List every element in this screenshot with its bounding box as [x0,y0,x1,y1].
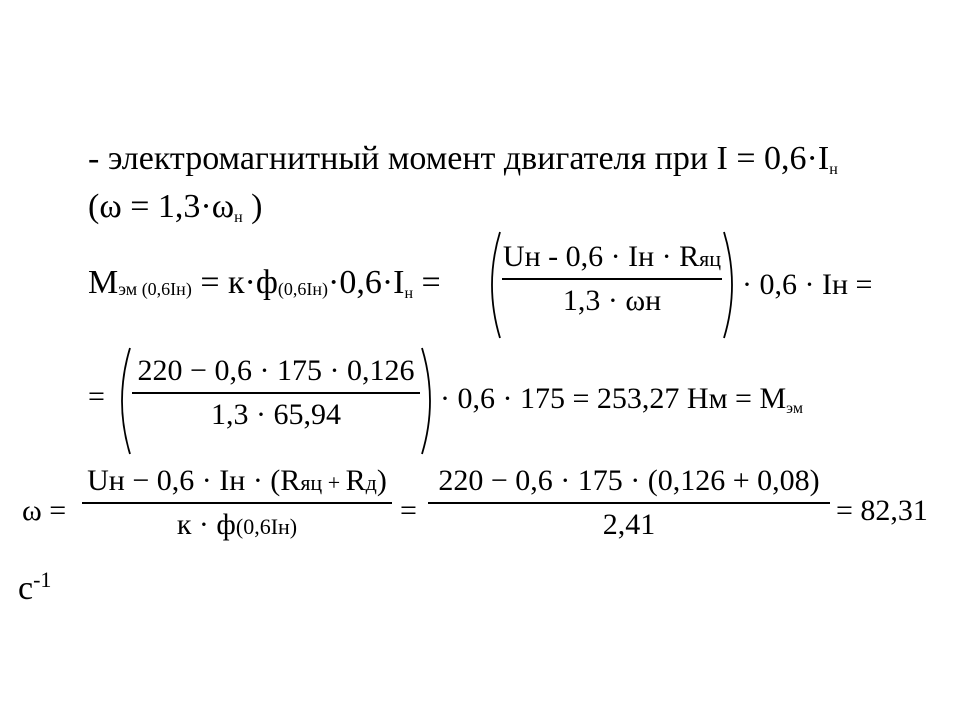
omega-denominator [176,507,298,541]
omega-num-plus: + [322,470,346,495]
omega-result: = 82,31 [836,494,928,527]
omega-numeric-fraction [426,466,832,540]
omega-num-sub1: яц [300,470,323,495]
current-subscript: н [404,285,414,302]
intro-subscript: н [829,161,838,178]
unit-base: с [18,570,34,607]
omega-num-sub2: д [365,470,377,495]
moment-symbol: M [88,264,119,301]
omega-num-b: R [345,464,366,497]
equals-sign-2: = [421,264,441,301]
moment-lhs [88,266,441,302]
moment-tail: · 0,6 · Iн = [742,268,873,301]
numeric-numerator: 220 − 0,6 · 175 · 0,126 [137,354,415,387]
fraction-bar [502,278,722,280]
omega-num-a: Uн − 0,6 · Iн · (R [87,464,301,497]
moment-subscript: эм (0,6Iн) [118,279,192,299]
kphi-subscript: (0,6Iн) [277,279,328,299]
left-paren-1 [482,230,502,340]
speed-condition-line [88,190,262,226]
speed-condition-post: ) [242,188,263,225]
omega-lhs: ω = [22,494,67,527]
fraction-bar-4 [428,502,830,504]
eq2-result: · 0,6 · 175 = 253,27 Нм = M [440,382,787,415]
omega-numeric-numerator: 220 − 0,6 · 175 · (0,126 + 0,08) [438,464,820,497]
current-term: ·0,6·I [328,264,405,301]
intro-text-line [88,142,838,178]
left-paren-2 [112,346,132,456]
equals-sign: = [200,264,220,301]
omega-num-c: ) [376,464,387,497]
moment-denominator: 1,3 · ωн [562,283,662,317]
unit-label [18,567,52,607]
omega-den-subscript: (0,6Iн) [235,513,298,539]
fraction-bar-3 [82,502,392,504]
speed-condition-pre: (ω = 1,3·ω [88,188,235,225]
numerator-voltage: Uн [502,240,541,273]
omega-den-main: к · ф [176,507,236,541]
eq2-lead: = [88,380,105,413]
omega-numerator [87,466,387,496]
numerator-drop: - 0,6 · Iн · R [540,240,700,273]
fraction-bar-2 [132,392,420,394]
eq2-result-subscript: эм [786,400,804,417]
moment-fraction [500,242,724,316]
numeric-fraction [130,356,422,430]
numeric-denominator: 1,3 · 65,94 [211,397,341,431]
numerator-subscript: яц [699,246,722,271]
intro-text: - электромагнитный момент двигателя при I = 0,6·I [88,140,830,177]
omega-fraction [80,466,394,540]
moment-numerator [503,242,721,272]
omega-numeric-denominator: 2,41 [602,507,656,541]
eq2-tail [440,384,803,417]
right-paren-1 [722,230,742,340]
unit-exponent: -1 [33,567,52,592]
speed-condition-subscript: н [234,209,243,226]
kphi-symbol: к·ф [228,264,278,301]
omega-equals: = [400,494,417,527]
right-paren-2 [420,346,440,456]
